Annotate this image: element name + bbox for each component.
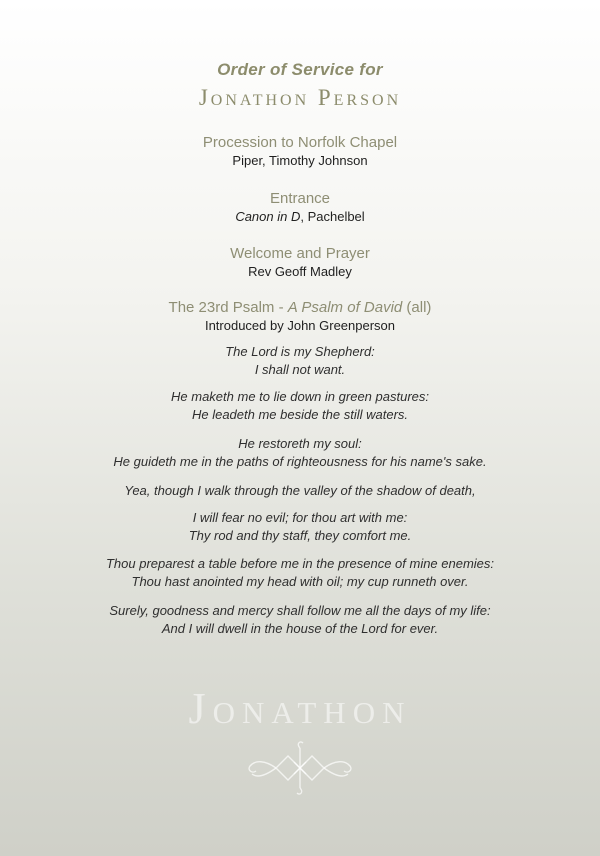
verse-line: Thy rod and thy staff, they comfort me. (188, 528, 412, 543)
section-detail: Rev Geoff Madley (248, 264, 352, 279)
psalm-verse (0, 555, 600, 591)
section-title (0, 298, 600, 317)
verse-line: Thou preparest a table before me in the presence of mine enemies: (105, 556, 495, 571)
section-entrance (0, 189, 600, 226)
header-subtitle: Order of Service for (217, 60, 383, 79)
verse-line: I shall not want. (254, 362, 346, 377)
flourish-ornament-icon (240, 738, 360, 798)
section-title: Welcome and Prayer (230, 245, 370, 262)
psalm-verse (0, 602, 600, 638)
section-psalm (0, 298, 600, 335)
verse-line: Thou hast anointed my head with oil; my cup runneth over. (131, 574, 469, 589)
verse-line: I will fear no evil; for thou art with me: (192, 510, 408, 525)
section-title: Procession to Norfolk Chapel (202, 134, 398, 151)
section-detail (0, 208, 600, 226)
psalm-verse (0, 388, 600, 424)
psalm-title-end: (all) (402, 299, 432, 316)
name-watermark: Jonathon (188, 684, 412, 733)
section-title: Entrance (269, 190, 331, 207)
psalm-title-italic: A Psalm of David (287, 299, 403, 316)
verse-line: The Lord is my Shepherd: (225, 344, 375, 359)
verse-line: Surely, goodness and mercy shall follow me all the days of my life: (109, 603, 491, 618)
psalm-verse (0, 509, 600, 545)
verse-line: Yea, though I walk through the valley of the shadow of death, (124, 483, 476, 498)
section-welcome (0, 244, 600, 281)
verse-line: And I will dwell in the house of the Lord for ever. (161, 621, 439, 636)
section-detail: Piper, Timothy Johnson (232, 153, 368, 168)
section-detail: Introduced by John Greenperson (204, 318, 396, 333)
psalm-verse (0, 482, 600, 500)
verse-line: He leadeth me beside the still waters. (191, 407, 409, 422)
verse-line: He restoreth my soul: (238, 436, 362, 451)
psalm-verse (0, 343, 600, 379)
music-title: Canon in D (235, 209, 301, 224)
psalm-verse (0, 435, 600, 471)
section-procession (0, 133, 600, 170)
verse-line: He guideth me in the paths of righteousness for his name's sake. (113, 454, 487, 469)
verse-line: He maketh me to lie down in green pastures: (171, 389, 429, 404)
psalm-title-plain: The 23rd Psalm - (168, 299, 288, 316)
deceased-name: Jonathon Person (198, 85, 402, 110)
composer: , Pachelbel (300, 209, 365, 224)
